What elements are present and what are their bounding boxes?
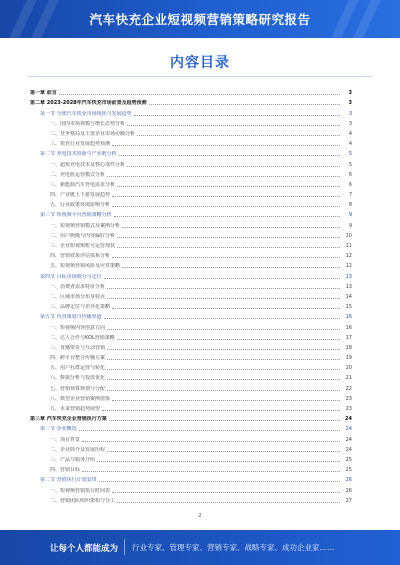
toc-leader-dots	[114, 216, 340, 217]
toc-leader-dots	[112, 206, 340, 207]
toc-entry[interactable]	[30, 249, 352, 259]
table-of-contents	[30, 86, 352, 504]
toc-leader-dots	[117, 339, 340, 340]
toc-entry-page: 12	[345, 263, 352, 270]
toc-entry[interactable]	[30, 381, 352, 391]
toc-entry-title: 六、数据分析与投放优化	[50, 375, 106, 382]
toc-entry[interactable]	[30, 290, 352, 300]
toc-leader-dots	[112, 196, 340, 197]
toc-entry[interactable]	[30, 280, 352, 290]
toc-entry[interactable]	[30, 259, 352, 269]
toc-leader-dots	[127, 125, 340, 126]
toc-entry-page: 13	[345, 273, 352, 280]
toc-entry-title: 二、竞争格局及主要企业市场份额分析	[50, 130, 136, 137]
toc-leader-dots	[99, 481, 340, 482]
toc-leader-dots	[79, 430, 340, 431]
toc-leader-dots	[137, 135, 340, 136]
toc-entry-page: 8	[348, 202, 352, 209]
toc-entry-page: 19	[345, 355, 352, 362]
toc-entry[interactable]	[30, 463, 352, 473]
toc-leader-dots	[82, 441, 340, 442]
toc-entry-page: 15	[345, 304, 352, 311]
toc-entry[interactable]	[30, 229, 352, 239]
toc-entry-page: 23	[345, 395, 352, 402]
toc-entry-title: 第三章 汽车快充企业营销执行方案	[30, 416, 107, 423]
toc-entry[interactable]	[30, 412, 352, 422]
toc-entry-title: 第一节 全球汽车快充市场现状与发展趋势	[40, 110, 132, 117]
toc-entry-title: 第五节 内容策划与传播渠道	[40, 314, 102, 321]
toc-entry-page: 3	[348, 100, 352, 107]
toc-entry-page: 4	[348, 130, 352, 137]
toc-entry-page: 22	[345, 385, 352, 392]
toc-entry-page: 25	[345, 467, 352, 474]
toc-entry[interactable]	[30, 127, 352, 137]
toc-entry-title: 九、未来营销趋势展望	[50, 406, 101, 412]
toc-entry-page: 18	[345, 344, 352, 351]
toc-entry-title: 七、营销预算规划与分配	[50, 385, 106, 392]
toc-entry-title: 二、营销团队组织架构与分工	[50, 497, 116, 504]
toc-entry-page: 3	[348, 120, 352, 127]
toc-leader-dots	[107, 451, 340, 452]
toc-entry[interactable]	[30, 341, 352, 351]
toc-leader-dots	[59, 94, 340, 95]
toc-leader-dots	[102, 410, 340, 411]
toc-entry-page: 24	[345, 436, 352, 443]
toc-entry-title: 三、新能源汽车充电需求分析	[50, 181, 116, 188]
toc-leader-dots	[104, 278, 340, 279]
toc-entry[interactable]	[30, 432, 352, 442]
toc-leader-dots	[107, 349, 340, 350]
toc-entry-title: 二、充电桩运营模式分析	[50, 171, 106, 178]
toc-entry[interactable]	[30, 300, 352, 310]
toc-entry-title: 三、企业短视频账号运营现状	[50, 243, 116, 249]
toc-leader-dots	[104, 318, 340, 319]
toc-entry[interactable]	[30, 473, 352, 483]
toc-leader-dots	[122, 227, 340, 228]
toc-entry-page: 24	[345, 446, 352, 453]
toc-entry-title: 五、行业政策环境影响分析	[50, 202, 111, 209]
toc-entry[interactable]	[30, 96, 352, 106]
toc-entry-page: 14	[345, 293, 352, 300]
toc-entry[interactable]	[30, 422, 352, 432]
toc-leader-dots	[107, 298, 340, 299]
toc-entry-title: 四、跨平台整合传播方案	[50, 355, 106, 362]
toc-entry[interactable]	[30, 351, 352, 361]
toc-leader-dots	[112, 145, 340, 146]
toc-entry-title: 五、短视频营销风险及应对策略	[50, 263, 121, 270]
toc-entry-title: 一、短视频营销模式及案例分析	[50, 222, 121, 229]
toc-entry[interactable]	[30, 320, 352, 330]
toc-entry-page: 9	[348, 212, 352, 219]
toc-entry[interactable]	[30, 483, 352, 493]
toc-leader-dots	[112, 257, 340, 258]
toc-entry-title: 二、达人合作与KOL营销策略	[50, 334, 115, 341]
toc-entry[interactable]	[30, 178, 352, 188]
toc-entry-page: 11	[345, 243, 352, 249]
toc-entry[interactable]	[30, 157, 352, 167]
toc-entry-title: 三、直播带货与互动营销	[50, 344, 106, 351]
toc-entry-title: 三、产品与服务介绍	[50, 456, 96, 463]
toc-entry-page: 6	[348, 171, 352, 178]
toc-entry[interactable]	[30, 218, 352, 228]
toc-leader-dots	[119, 155, 340, 156]
toc-entry-title: 一、消费者需求特征分析	[50, 283, 106, 290]
toc-entry-page: 9	[348, 222, 352, 229]
report-title: 汽车快充企业短视频营销策略研究报告	[89, 12, 311, 27]
toc-entry[interactable]	[30, 168, 352, 178]
toc-entry-title: 第一节 企业概况	[40, 426, 77, 433]
toc-entry[interactable]	[30, 239, 352, 249]
toc-entry-title: 二、区域市场分布及特点	[50, 293, 106, 300]
toc-entry[interactable]	[30, 361, 352, 371]
toc-leader-dots	[127, 166, 340, 167]
toc-leader-dots	[149, 104, 340, 105]
toc-leader-dots	[112, 492, 340, 493]
toc-entry-page: 17	[345, 334, 352, 341]
toc-entry-page: 5	[348, 161, 352, 168]
toc-entry[interactable]	[30, 117, 352, 127]
toc-entry-title: 第二章 2023-2028年汽车快充市场前景及趋势预测	[30, 100, 147, 107]
toc-entry-title: 三、品牌定位与差异化策略	[50, 304, 111, 311]
toc-leader-dots	[134, 115, 340, 116]
toc-entry-page: 16	[345, 314, 352, 321]
toc-entry[interactable]	[30, 86, 352, 96]
toc-entry-page: 12	[345, 253, 352, 260]
toc-entry-page: 5	[348, 151, 352, 158]
toc-leader-dots	[97, 461, 340, 462]
toc-entry[interactable]	[30, 269, 352, 279]
toc-entry-title: 一、国内市场规模与增长态势分析	[50, 120, 126, 127]
toc-leader-dots	[107, 359, 340, 360]
heading-divider	[28, 76, 372, 77]
toc-entry-page: 24	[345, 426, 352, 433]
toc-entry-page: 16	[345, 324, 352, 331]
toc-leader-dots	[112, 308, 340, 309]
toc-entry-title: 二、用户画像与内容偏好分析	[50, 232, 116, 239]
toc-entry-title: 第四节 目标市场细分与定位	[40, 273, 102, 280]
toc-entry[interactable]	[30, 208, 352, 218]
footer-slogan: 让每个人都能成为	[50, 544, 119, 554]
toc-entry-title: 四、产业链上下游发展趋势	[50, 192, 111, 199]
toc-leader-dots	[107, 369, 340, 370]
toc-entry[interactable]	[30, 137, 352, 147]
toc-leader-dots	[107, 329, 340, 330]
toc-entry-page: 4	[348, 141, 352, 148]
toc-leader-dots	[117, 237, 340, 238]
footer-banner	[0, 530, 400, 565]
toc-entry-title: 第二节 营销执行计划安排	[40, 477, 97, 484]
footer-divider	[124, 539, 125, 555]
toc-entry-page: 25	[345, 456, 352, 463]
toc-leader-dots	[107, 288, 340, 289]
toc-entry-title: 五、用户社群运营与转化	[50, 365, 106, 372]
toc-leader-dots	[122, 267, 340, 268]
toc-entry[interactable]	[30, 453, 352, 463]
toc-entry-title: 第二节 充电技术创新与产业链分析	[40, 151, 117, 158]
toc-entry[interactable]	[30, 371, 352, 381]
toc-entry-title: 八、典型企业营销案例借鉴	[50, 395, 111, 402]
page-number: 2	[198, 513, 202, 519]
toc-leader-dots	[112, 400, 340, 401]
toc-entry-page: 26	[345, 477, 352, 484]
toc-leader-dots	[107, 390, 340, 391]
toc-entry[interactable]	[30, 443, 352, 453]
footer-tagline: 行业专家、管理专家、营销专家、战略专家、成功企业家……	[132, 543, 335, 552]
toc-entry[interactable]	[30, 392, 352, 402]
toc-entry-page: 20	[345, 365, 352, 372]
toc-leader-dots	[82, 471, 340, 472]
header-banner	[0, 0, 400, 38]
toc-entry-page: 7	[348, 192, 352, 199]
toc-entry-title: 一、短视频内容创意方向	[50, 324, 106, 331]
toc-entry-title: 第三节 短视频平台营销策略分析	[40, 212, 112, 219]
toc-leader-dots	[109, 420, 340, 421]
toc-leader-dots	[117, 186, 340, 187]
toc-entry-title: 一、短视频营销执行时间表	[50, 487, 111, 494]
toc-entry[interactable]	[30, 106, 352, 116]
toc-entry-title: 二、企业简介及发展历程	[50, 446, 106, 453]
toc-entry-page: 3	[348, 110, 352, 117]
toc-entry-page: 23	[345, 406, 352, 412]
toc-leader-dots	[107, 379, 340, 380]
toc-entry-page: 13	[345, 283, 352, 290]
toc-entry[interactable]	[30, 147, 352, 157]
toc-entry[interactable]	[30, 331, 352, 341]
toc-leader-dots	[117, 502, 340, 503]
toc-entry[interactable]	[30, 494, 352, 504]
toc-entry[interactable]	[30, 198, 352, 208]
toc-entry-page: 26	[345, 487, 352, 494]
toc-entry-title: 三、快充行业发展趋势预测	[50, 141, 111, 148]
toc-heading: 内容目录	[170, 55, 230, 71]
toc-entry-page: 10	[345, 232, 352, 239]
toc-entry-page: 6	[348, 181, 352, 188]
toc-entry-title: 四、营销效果评估体系分析	[50, 253, 111, 260]
toc-entry[interactable]	[30, 188, 352, 198]
toc-entry[interactable]	[30, 310, 352, 320]
toc-entry[interactable]	[30, 402, 352, 412]
toc-entry-title: 第一章 前言	[30, 90, 57, 97]
toc-entry-title: 一、超快充电技术及核心部件分析	[50, 161, 126, 168]
toc-entry-page: 21	[345, 375, 352, 382]
toc-leader-dots	[117, 247, 340, 248]
toc-leader-dots	[107, 176, 340, 177]
toc-entry-page: 27	[345, 497, 352, 504]
toc-entry-page: 24	[345, 416, 352, 423]
toc-entry-title: 一、项目背景	[50, 436, 81, 443]
toc-entry-page: 3	[348, 90, 352, 97]
toc-entry-title: 四、营销目标	[50, 467, 81, 474]
